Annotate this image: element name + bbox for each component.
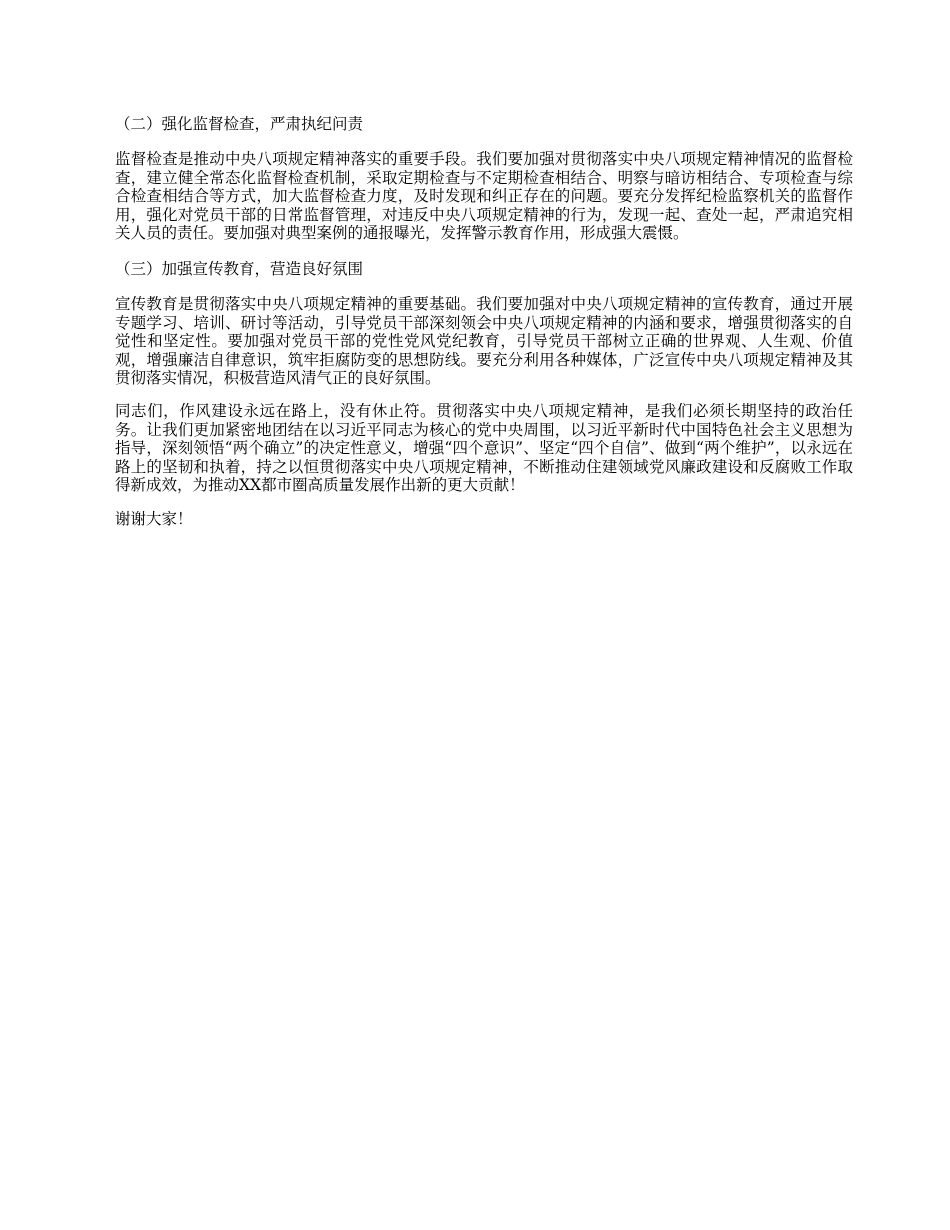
conclusion-paragraph: 同志们，作风建设永远在路上，没有休止符。贯彻落实中央八项规定精神，是我们必须长期坚持的政治任务。让我们更加紧密地团结在以习近平同志为核心的党中央周围，以习近平新时代中国特色社会主义思想为指导，深刻领悟“两个确立”的决定性意义，增强“四个意识”、坚定“四个自信”、做到“两个维护”，以永远在路上的坚韧和执着，持之以恒贯彻落实中央八项规定精神，不断推动住建领域党风廉政建设和反腐败工作取得新成效，为推动XX都市圈高质量发展作出新的更大贡献！: [115, 401, 853, 495]
section-heading-publicity: （三）加强宣传教育，营造良好氛围: [115, 259, 364, 278]
document-page: [115, 112, 853, 529]
section-heading-supervision: （二）强化监督检查，严肃执纪问责: [115, 115, 364, 133]
section-body-publicity: 宣传教育是贯彻落实中央八项规定精神的重要基础。我们要加强对中央八项规定精神的宣传教育，通过开展专题学习、培训、研讨等活动，引导党员干部深刻领会中央八项规定精神的内涵和要求，增强贯彻落实的自觉性和坚定性。要加强对党员干部的党性党风党纪教育，引导党员干部树立正确的世界观、人生观、价值观，增强廉洁自律意识，筑牢拒腐防变的思想防线。要充分利用各种媒体，广泛宣传中央八项规定精神及其贯彻落实情况，积极营造风清气正的良好氛围。: [115, 294, 853, 388]
closing-remark: 谢谢大家！: [115, 509, 193, 528]
section-body-supervision: 监督检查是推动中央八项规定精神落实的重要手段。我们要加强对贯彻落实中央八项规定精神情况的监督检查，建立健全常态化监督检查机制，采取定期检查与不定期检查相结合、明察与暗访相结合、专项检查与综合检查相结合等方式，加大监督检查力度，及时发现和纠正存在的问题。要充分发挥纪检监察机关的监督作用，强化对党员干部的日常监督管理，对违反中央八项规定精神的行为，发现一起、查处一起，严肃追究相关人员的责任。要加强对典型案例的通报曝光，发挥警示教育作用，形成强大震慑。: [115, 150, 853, 243]
